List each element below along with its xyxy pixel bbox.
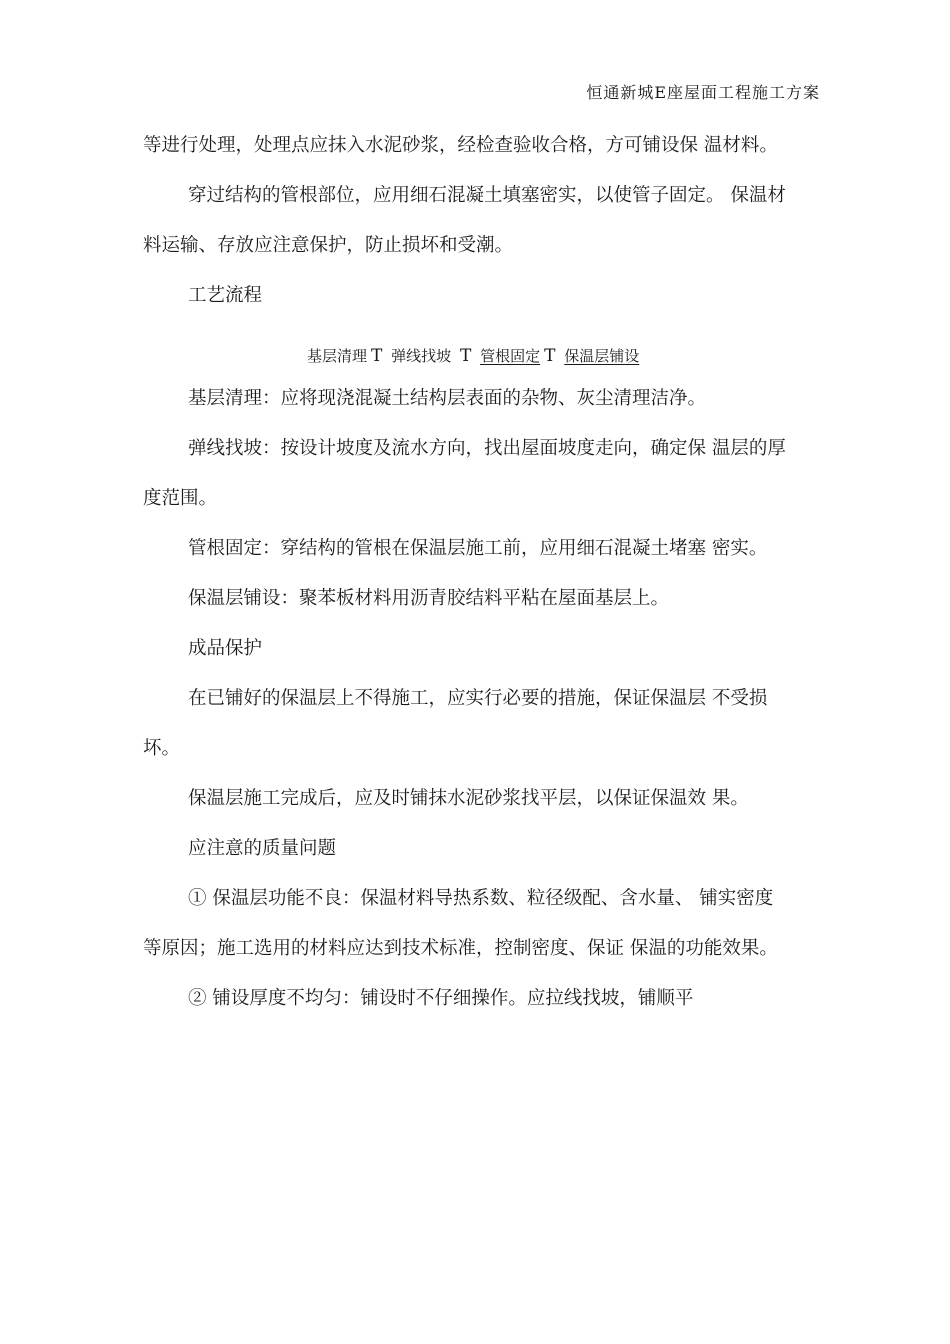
paragraph-line: 度范围。 [143, 488, 218, 509]
paragraph-line: 坏。 [143, 738, 181, 759]
paragraph-line: 等原因；施工选用的材料应达到技术标准，控制密度、保证 保温的功能效果。 [143, 938, 778, 959]
list-item: ① 保温层功能不良：保温材料导热系数、粒径级配、含水量、 铺实密度 [188, 888, 774, 909]
process-flow [307, 348, 639, 365]
flow-step-1: 基层清理 [307, 347, 368, 365]
section-heading: 工艺流程 [188, 285, 263, 306]
paragraph-line: 保温层铺设：聚苯板材料用沥青胶结料平粘在屋面基层上。 [188, 588, 670, 609]
flow-arrow: T [371, 346, 383, 366]
paragraph-line: 料运输、存放应注意保护，防止损坏和受潮。 [143, 235, 514, 256]
paragraph-line: 基层清理：应将现浇混凝土结构层表面的杂物、灰尘清理洁净。 [188, 388, 707, 409]
paragraph-line: 等进行处理，处理点应抹入水泥砂浆，经检查验收合格，方可铺设保 温材料。 [143, 135, 778, 156]
paragraph-line: 穿过结构的管根部位，应用细石混凝土填塞密实，以使管子固定。 保温材 [188, 185, 786, 206]
flow-arrow: T [544, 346, 556, 366]
section-heading: 成品保护 [188, 638, 263, 659]
list-item: ② 铺设厚度不均匀：铺设时不仔细操作。应拉线找坡，铺顺平 [188, 988, 694, 1009]
section-heading: 应注意的质量问题 [188, 838, 337, 859]
flow-step-4: 保温层铺设 [564, 347, 640, 365]
paragraph-line: 在已铺好的保温层上不得施工，应实行必要的措施，保证保温层 不受损 [188, 688, 768, 709]
page-header: 恒通新城E座屋面工程施工方案 [586, 83, 820, 102]
flow-step-3: 管根固定 [480, 347, 541, 365]
flow-step-2: 弹线找坡 [391, 347, 452, 365]
paragraph-line: 保温层施工完成后，应及时铺抹水泥砂浆找平层，以保证保温效 果。 [188, 788, 749, 809]
flow-arrow: T [459, 346, 472, 366]
paragraph-line: 管根固定：穿结构的管根在保温层施工前，应用细石混凝土堵塞 密实。 [188, 538, 768, 559]
paragraph-line: 弹线找坡：按设计坡度及流水方向，找出屋面坡度走向，确定保 温层的厚 [188, 438, 786, 459]
